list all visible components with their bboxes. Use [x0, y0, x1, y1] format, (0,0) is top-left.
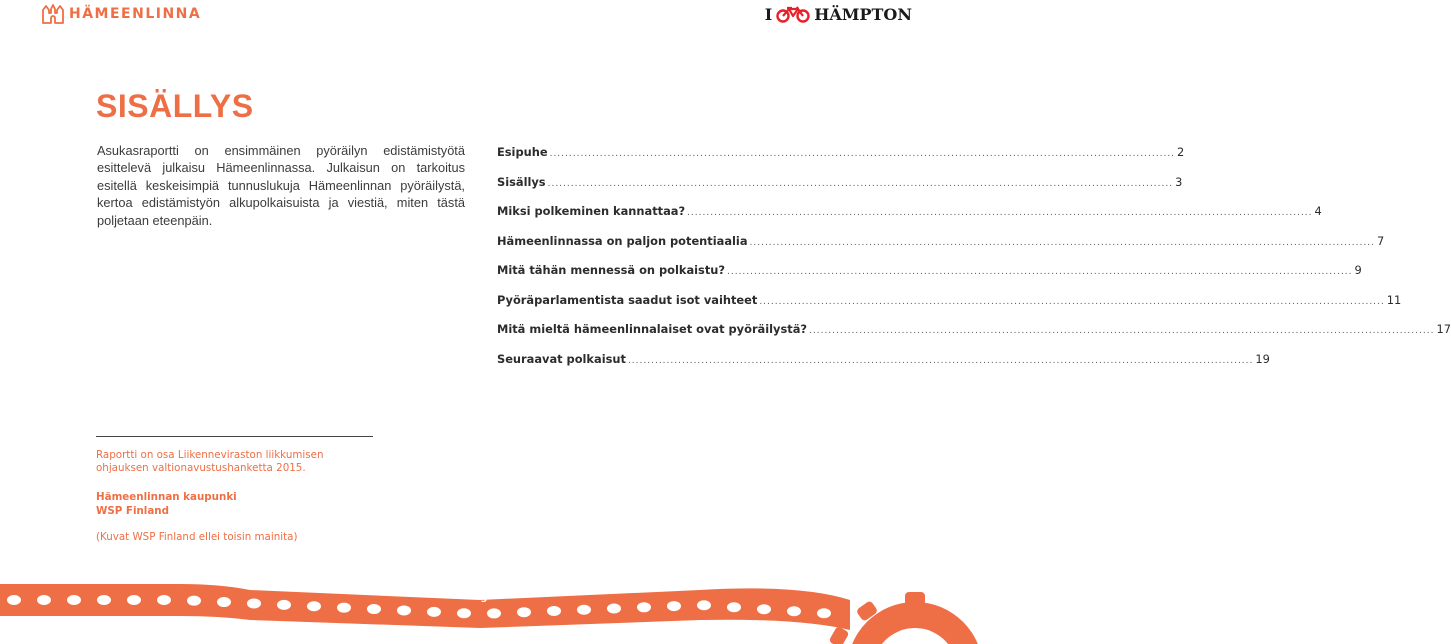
toc-entry[interactable]	[497, 233, 1385, 264]
hampton-logo	[765, 5, 912, 24]
chain-link-hole	[457, 608, 471, 618]
toc-entry[interactable]	[497, 204, 1322, 234]
chain-link-hole	[247, 598, 261, 608]
toc-leader-dots: ..................................................................................................................................................................	[627, 355, 1254, 366]
toc-entry[interactable]	[497, 174, 1183, 205]
toc-entry-page: 9	[1354, 263, 1362, 277]
divider-rule	[96, 436, 373, 437]
toc-entry-title: Hämeenlinnassa on paljon potentiaalia	[497, 233, 748, 248]
chain-link-hole	[427, 607, 441, 617]
toc-entry-page: 17	[1436, 322, 1451, 336]
photo-credits: (Kuvat WSP Finland ellei toisin mainita)	[96, 531, 298, 543]
chain-link-hole	[607, 604, 621, 614]
toc-leader-dots: ..................................................................................................................................................................	[549, 149, 1176, 159]
chain-link-hole	[577, 605, 591, 615]
toc-entry[interactable]	[497, 322, 1451, 352]
chain-link-hole	[667, 601, 681, 611]
chain-link-hole	[397, 605, 411, 615]
hameenlinna-logo	[42, 4, 201, 24]
toc-leader-dots: ..................................................................................................................................................................	[687, 208, 1313, 218]
toc-entry-title: Mitä tähän mennessä on polkaistu?	[497, 263, 725, 277]
chain-link-hole	[67, 595, 81, 605]
organization-name: WSP Finland	[96, 505, 169, 518]
toc-leader-dots: ..................................................................................................................................................................	[759, 296, 1385, 307]
chain-link-hole	[817, 608, 831, 618]
chain-link-hole	[517, 607, 531, 617]
toc-entry-page: 2	[1177, 145, 1185, 159]
funding-note	[96, 449, 323, 476]
chain-link-hole	[337, 603, 351, 613]
toc-entry[interactable]	[497, 292, 1402, 323]
page-title: SISÄLLYS	[96, 88, 254, 124]
chain-link-hole	[37, 595, 51, 605]
logo-wordmark: HÄMEENLINNA	[69, 6, 202, 22]
toc-entry-page: 11	[1386, 292, 1402, 307]
organizations	[96, 490, 237, 519]
toc-entry-page: 3	[1175, 174, 1183, 189]
organization-name: Hämeenlinnan kaupunki	[96, 491, 237, 503]
toc-entry-page: 4	[1314, 204, 1322, 218]
toc-entry-page: 19	[1255, 351, 1270, 366]
chain-link-hole	[277, 600, 291, 610]
toc-leader-dots: ..................................................................................................................................................................	[809, 326, 1435, 336]
chain-link-hole	[217, 597, 231, 607]
toc-entry-page: 7	[1376, 233, 1385, 248]
toc-entry-title: Sisällys	[497, 174, 546, 189]
chain-band	[0, 584, 850, 630]
toc-leader-dots: ..................................................................................................................................................................	[547, 178, 1174, 189]
toc-leader-dots: ..................................................................................................................................................................	[749, 237, 1375, 248]
toc-entry-title: Pyöräparlamentista saadut isot vaihteet	[497, 292, 758, 307]
chain-link-hole	[127, 595, 141, 605]
toc-entry[interactable]	[497, 351, 1270, 382]
page-number: 3	[480, 595, 488, 605]
toc-entry[interactable]	[497, 145, 1185, 175]
chain-link-hole	[787, 606, 801, 616]
chain-link-hole	[97, 595, 111, 605]
toc-entry[interactable]	[497, 263, 1362, 293]
chainring-shape	[828, 592, 983, 644]
chain-link-hole	[637, 602, 651, 612]
toc-entry-title: Miksi polkeminen kannattaa?	[497, 204, 686, 218]
toc-entry-title: Seuraavat polkaisut	[497, 351, 626, 366]
funding-note-line: ohjauksen valtionavustushanketta 2015.	[96, 462, 306, 475]
toc-entry-title: Mitä mieltä hämeenlinnalaiset ovat pyöräilystä?	[497, 322, 807, 336]
chain-link-hole	[727, 602, 741, 612]
toc-leader-dots: ..................................................................................................................................................................	[726, 267, 1353, 277]
chain-link-hole	[697, 600, 711, 610]
funding-note-line: Raportti on osa Liikenneviraston liikkumisen	[96, 449, 324, 461]
chain-link-hole	[157, 595, 171, 605]
logo-prefix: I	[764, 5, 773, 24]
intro-paragraph: Asukasraportti on ensimmäinen pyöräilyn edistämistyötä esittelevä julkaisu Hämeenlinnassa. Julkaisun on tarkoitus esitellä keskeisimpiä tunnuslukuja Hämeenlinnan pyöräilystä, kertoa edistämistyön alkupolkaisuista ja viestiä, miten tästä poljetaan eteenpäin.	[97, 143, 465, 228]
logo-name: HÄMPTON	[814, 5, 912, 24]
chain-link-hole	[487, 608, 501, 618]
chain-link-hole	[367, 604, 381, 614]
bicycle-icon	[776, 6, 810, 23]
chain-link-hole	[7, 595, 21, 605]
chain-link-hole	[547, 606, 561, 616]
chain-link-hole	[307, 601, 321, 611]
chain-link-hole	[757, 604, 771, 614]
castle-icon	[42, 4, 64, 24]
table-of-contents	[497, 145, 1451, 381]
toc-entry-title: Esipuhe	[497, 145, 548, 159]
chain-link-hole	[187, 596, 201, 606]
